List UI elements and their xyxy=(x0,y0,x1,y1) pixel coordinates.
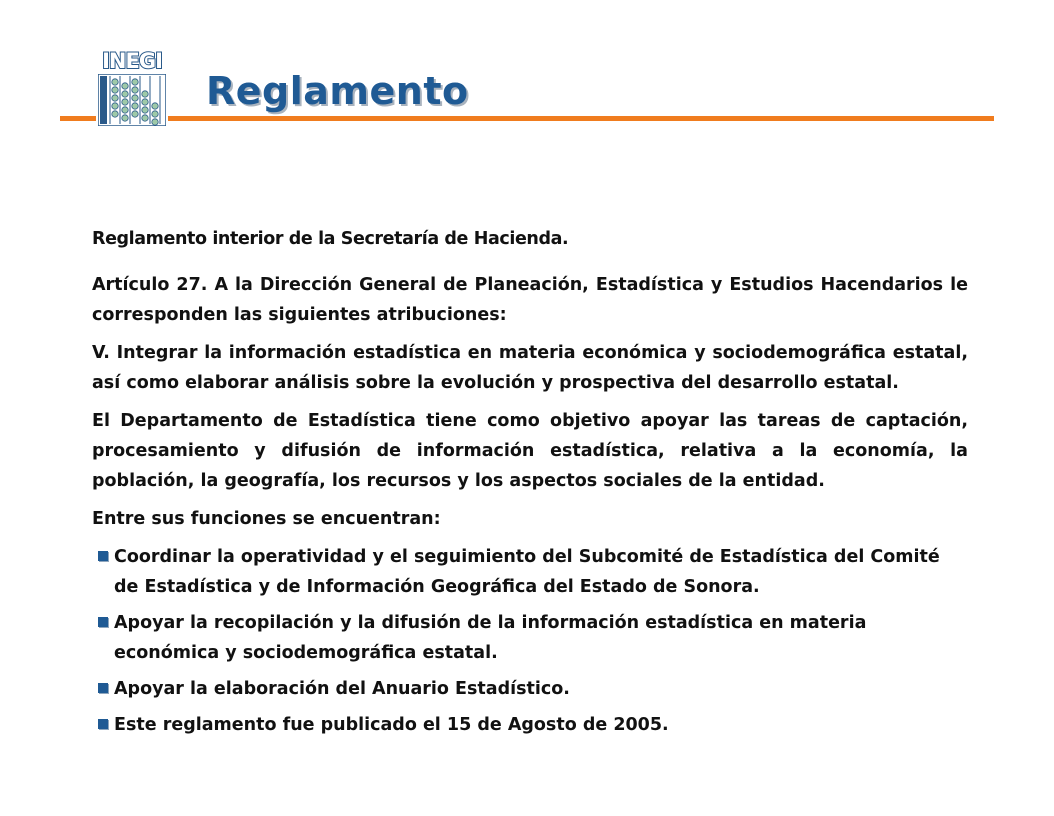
square-bullet-icon xyxy=(98,551,108,561)
list-item-text: Apoyar la elaboración del Anuario Estadístico. xyxy=(114,679,570,699)
paragraph-functions-intro: Entre sus funciones se encuentran: xyxy=(92,509,441,529)
paragraph-attribution: V. Integrar la información estadística en materia económica y sociodemográfica estatal, así como elaborar análisis sobre la evolución y prospectiva del desarrollo estatal. xyxy=(92,343,968,393)
header-rule xyxy=(60,116,994,121)
square-bullet-icon xyxy=(98,617,108,627)
list-item xyxy=(92,674,968,704)
square-bullet-icon xyxy=(98,719,108,729)
logo-dots-icon xyxy=(98,74,166,126)
list-item xyxy=(92,542,968,602)
logo-text: INEGI xyxy=(102,49,162,73)
list-item xyxy=(92,608,968,668)
paragraph-department: El Departamento de Estadística tiene como objetivo apoyar las tareas de captación, procesamiento y difusión de información estadística, relativa a la economía, la población, la geografía, los recursos y los aspectos sociales de la entidad. xyxy=(92,411,968,491)
list-item-text: Apoyar la recopilación y la difusión de la información estadística en materia económica y sociodemográfica estatal. xyxy=(114,613,867,663)
inegi-logo xyxy=(96,50,168,128)
document-body xyxy=(92,224,968,746)
paragraph-article: Artículo 27. A la Dirección General de Planeación, Estadística y Estudios Hacendarios le corresponden las siguientes atribuciones: xyxy=(92,275,968,325)
section-heading: Reglamento interior de la Secretaría de Hacienda. xyxy=(92,229,569,249)
list-item-text: Coordinar la operatividad y el seguimiento del Subcomité de Estadística del Comité de Estadística y de Información Geográfica del Estado de Sonora. xyxy=(114,547,940,597)
list-item xyxy=(92,710,968,740)
square-bullet-icon xyxy=(98,683,108,693)
page-title: Reglamento xyxy=(206,69,469,113)
functions-list xyxy=(92,542,968,740)
list-item-text: Este reglamento fue publicado el 15 de Agosto de 2005. xyxy=(114,715,669,735)
